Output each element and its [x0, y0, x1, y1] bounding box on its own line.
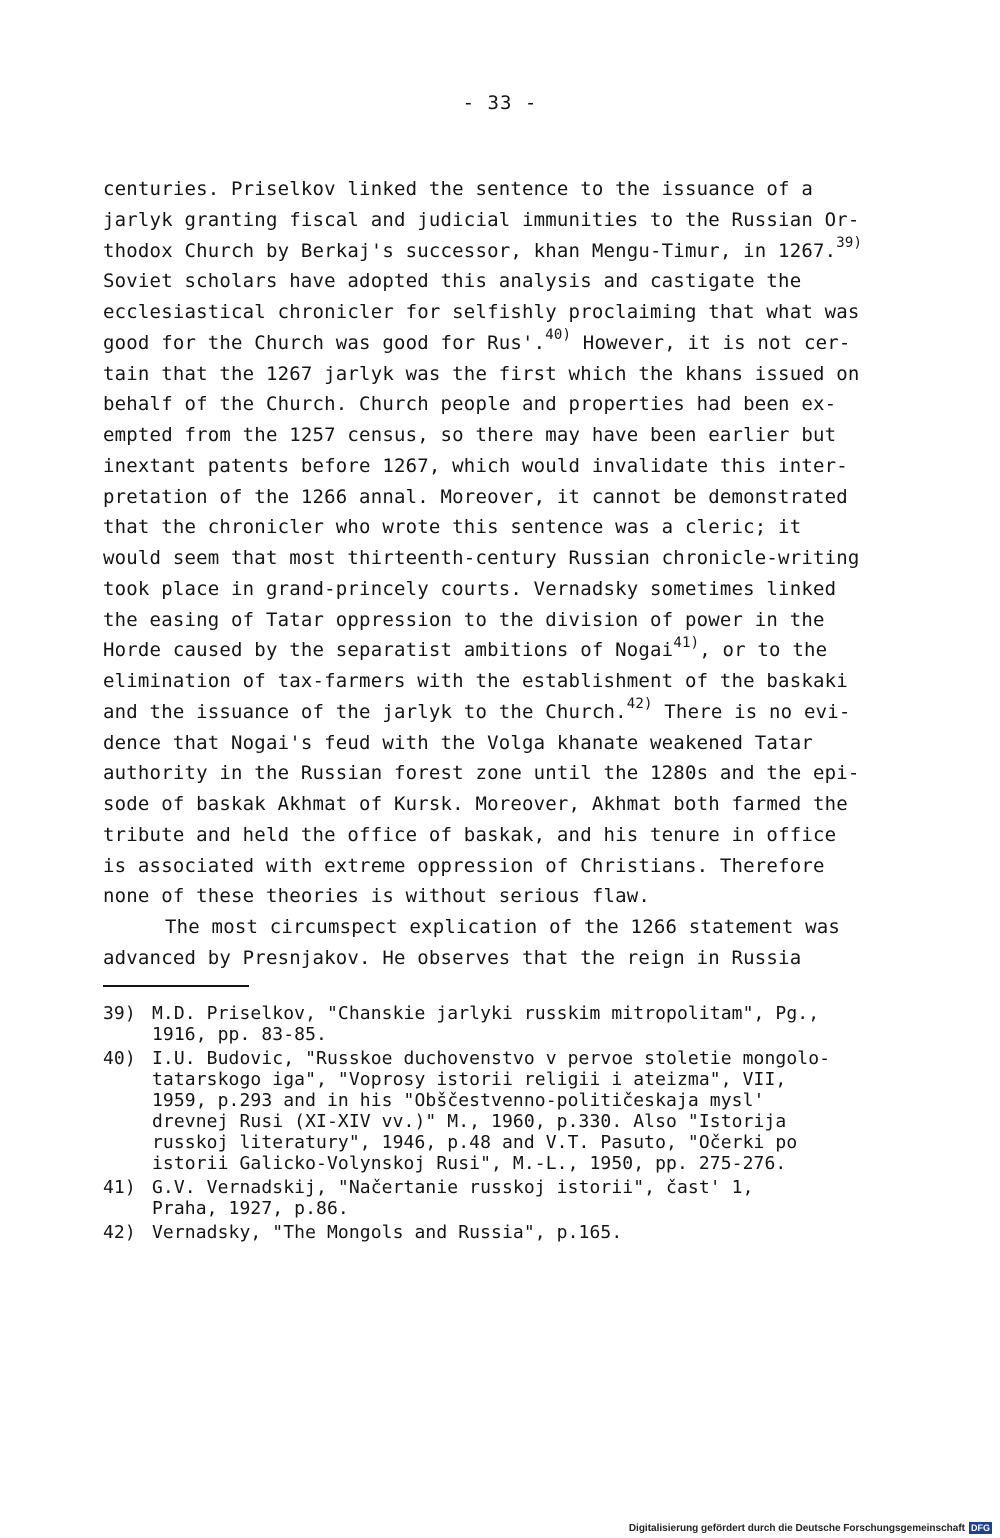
footnote-number: 39) — [103, 1003, 136, 1024]
footnote — [103, 1222, 913, 1243]
text-line-content: The most circumspect explication of the 1266 statement was — [165, 916, 841, 938]
text-line-content: Soviet scholars have adopted this analysis and castigate the — [103, 270, 802, 293]
footnote-reference: 41) — [673, 634, 700, 651]
footnote-line: istorii Galicko-Volynskoj Rusi", M.-L., 1950, pp. 275-276. — [152, 1153, 787, 1174]
footnote-line: Praha, 1927, p.86. — [152, 1198, 349, 1219]
text-line — [103, 389, 903, 420]
text-line-content: tribute and held the office of baskak, and his tenure in office — [103, 823, 837, 846]
text-line-content: dence that Nogai's feud with the Volga khanate weakened Tatar — [103, 731, 813, 754]
text-line — [103, 605, 903, 636]
text-line — [103, 174, 903, 205]
text-line-content: behalf of the Church. Church people and properties had been ex- — [103, 393, 837, 416]
text-line-content: that the chronicler who wrote this sentence was a cleric; it — [103, 516, 802, 539]
text-line-content: advanced by Presnjakov. He observes that the reign in Russia — [103, 946, 802, 969]
footnote-line: M.D. Priselkov, "Chanskie jarlyki russkim mitropolitam", Pg., — [152, 1003, 820, 1024]
text-line-content: ecclesiastical chronicler for selfishly proclaiming that what was — [103, 301, 860, 323]
footnotes — [103, 1003, 913, 1243]
footnote-line: 1916, pp. 83-85. — [152, 1024, 327, 1045]
footnote-text — [152, 1003, 913, 1045]
footnote-line: russkoj literatury", 1946, p.48 and V.T. Pasuto, "Očerki po — [152, 1132, 798, 1153]
footnote-reference: 39) — [836, 235, 863, 252]
footnote-number: 42) — [103, 1222, 136, 1243]
text-line — [103, 697, 903, 728]
text-line — [103, 789, 903, 820]
text-line-content: and the issuance of the jarlyk to the Church. — [103, 700, 627, 723]
footnote-reference: 42) — [626, 696, 653, 713]
text-line-content: good for the Church was good for Rus'. — [103, 331, 546, 354]
text-line-content: would seem that most thirteenth-century Russian chronicle-writing — [103, 547, 860, 569]
text-line — [103, 297, 903, 328]
footnote-line: G.V. Vernadskij, "Načertanie russkoj istorii", čast' 1, — [152, 1177, 754, 1198]
dfg-logo: DFG — [971, 1523, 990, 1533]
text-line — [103, 912, 903, 943]
footnote-text — [152, 1222, 913, 1243]
footnote-number: 41) — [103, 1177, 136, 1198]
page-number: - 33 - — [462, 92, 538, 114]
text-line-content: none of these theories is without serious flaw. — [103, 885, 651, 908]
text-line — [103, 728, 903, 759]
footnote-number: 40) — [103, 1048, 136, 1069]
footnote-line: I.U. Budovic, "Russkoe duchovenstvo v pervoe stoletie mongolo- — [152, 1048, 831, 1069]
text-line — [103, 635, 903, 666]
text-line — [103, 881, 903, 912]
footnote-text — [152, 1177, 913, 1219]
text-line — [103, 328, 903, 359]
footnote-line: drevnej Rusi (XI-XIV vv.)" M., 1960, p.330. Also "Istorija — [152, 1111, 787, 1132]
text-line — [103, 359, 903, 390]
footnote — [103, 1003, 913, 1045]
text-line-content: Horde caused by the separatist ambitions of Nogai — [103, 639, 674, 662]
credit-text: Digitalisierung gefördert durch die Deutsche Forschungsgemeinschaft — [628, 1522, 965, 1534]
text-line-content: inextant patents before 1267, which would invalidate this inter- — [103, 454, 848, 477]
text-line-content: empted from the 1257 census, so there may have been earlier but — [103, 424, 837, 446]
text-line — [103, 666, 903, 697]
footnote-line: Vernadsky, "The Mongols and Russia", p.165. — [152, 1222, 623, 1243]
body-text — [103, 174, 903, 974]
text-line — [103, 820, 903, 851]
text-line-content: tain that the 1267 jarlyk was the first which the khans issued on — [103, 362, 860, 385]
footnote-text — [152, 1048, 913, 1174]
text-line-content: is associated with extreme oppression of Christians. Therefore — [103, 854, 825, 877]
footnote — [103, 1177, 913, 1219]
footnote — [103, 1048, 913, 1174]
text-line — [103, 512, 903, 543]
text-line — [103, 758, 903, 789]
text-line-continuation: , or to the — [699, 639, 828, 662]
text-line — [103, 543, 903, 574]
footnote-line: 1959, p.293 and in his "Obščestvenno-političeskaja mysl' — [152, 1090, 765, 1111]
digitization-credit — [629, 1522, 992, 1534]
footnote-divider — [103, 985, 249, 987]
text-line-content: centuries. Priselkov linked the sentence to the issuance of a — [103, 178, 813, 200]
text-line — [103, 851, 903, 882]
text-line-content: elimination of tax-farmers with the establishment of the baskaki — [103, 670, 848, 692]
text-line — [103, 451, 903, 482]
footnote-reference: 40) — [545, 327, 572, 344]
text-line-content: jarlyk granting fiscal and judicial immunities to the Russian Or- — [103, 208, 860, 231]
text-line-content: pretation of the 1266 annal. Moreover, it cannot be demonstrated — [103, 485, 848, 508]
text-line-content: sode of baskak Akhmat of Kursk. Moreover, Akhmat both farmed the — [103, 793, 848, 815]
text-line-continuation: However, it is not cer- — [571, 331, 851, 354]
text-line — [103, 943, 903, 974]
text-line — [103, 574, 903, 605]
text-line — [103, 420, 903, 451]
text-line-content: thodox Church by Berkaj's successor, khan Mengu-Timur, in 1267. — [103, 239, 837, 262]
text-line — [103, 482, 903, 513]
text-line-content: took place in grand-princely courts. Vernadsky sometimes linked — [103, 577, 837, 600]
text-line — [103, 266, 903, 297]
footnote-line: tatarskogo iga", "Voprosy istorii religii i ateizma", VII, — [152, 1069, 787, 1090]
text-line-content: the easing of Tatar oppression to the division of power in the — [103, 608, 825, 631]
text-line — [103, 205, 903, 236]
text-line — [103, 236, 903, 267]
text-line-continuation: There is no evi- — [652, 700, 851, 723]
text-line-content: authority in the Russian forest zone until the 1280s and the epi- — [103, 762, 860, 785]
